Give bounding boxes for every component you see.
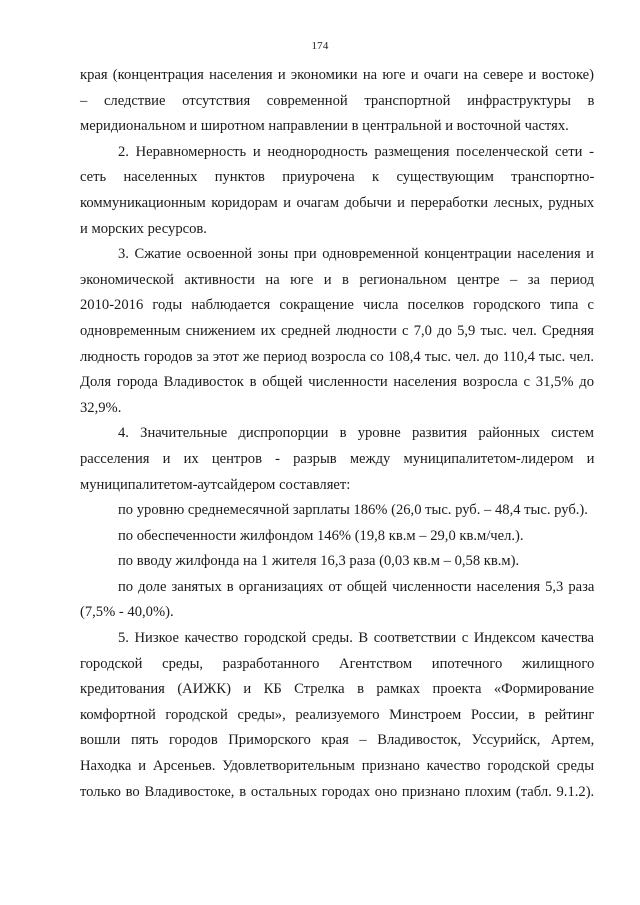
text-line: городской среды, разработанного Агентством ипотечного жилищного — [80, 655, 595, 672]
text-line: экономической активности на юге и в региональном центре – за период — [80, 271, 595, 288]
text-line: Доля города Владивосток в общей численности населения возросла с 31,5% до — [80, 374, 594, 391]
body-text — [80, 63, 594, 805]
text-line: 2. Неравномерность и неоднородность размещения поселенческой сети - — [118, 143, 594, 160]
text-line: по уровню среднемесячной зарплаты 186% (26,0 тыс. руб. – 48,4 тыс. руб.). — [118, 502, 588, 519]
text-line: Находка и Арсеньев. Удовлетворительным признано качество городской среды — [80, 758, 594, 775]
text-line: расселения и их центров - разрыв между муниципалитетом-лидером и — [80, 450, 595, 467]
text-line: коммуникационным коридорам и очагам добычи и переработки лесных, рудных — [80, 194, 595, 211]
text-line: кредитования (АИЖК) и КБ Стрелка в рамках проекта «Формирование — [80, 681, 594, 698]
text-line: 2010-2016 годы наблюдается сокращение числа поселков городского типа с — [80, 297, 594, 314]
text-line: одновременным снижением их средней людности с 7,0 до 5,9 тыс. чел. Средняя — [80, 322, 594, 339]
text-line: 4. Значительные диспропорции в уровне развития районных систем — [118, 425, 595, 442]
text-line: комфортной городской среды», реализуемого Минстроем России, в рейтинг — [80, 706, 595, 723]
text-line: и морских ресурсов. — [80, 220, 207, 237]
text-line: только во Владивостоке, в остальных городах оно признано плохим (табл. 9.1.2). — [80, 783, 595, 800]
text-line: по вводу жилфонда на 1 жителя 16,3 раза (0,03 кв.м – 0,58 кв.м). — [118, 553, 520, 570]
page-number: 174 — [311, 40, 329, 52]
text-line: вошли пять городов Приморского края – Владивосток, Уссурийск, Артем, — [80, 732, 595, 749]
text-line: муниципалитетом-аутсайдером составляет: — [80, 476, 351, 493]
text-line: 5. Низкое качество городской среды. В соответствии с Индексом качества — [118, 630, 594, 647]
text-line: края (концентрация населения и экономики на юге и очаги на севере и востоке) — [80, 67, 595, 83]
text-line: 3. Сжатие освоенной зоны при одновременной концентрации населения и — [118, 246, 594, 263]
text-line: меридиональном и широтном направлении в центральной и восточной частях. — [80, 118, 569, 135]
text-line: (7,5% - 40,0%). — [80, 604, 174, 621]
text-line: сеть населенных пунктов приурочена к существующим транспортно- — [80, 169, 595, 186]
text-line: 32,9%. — [80, 399, 122, 416]
text-line: по доле занятых в организациях от общей численности населения 5,3 раза — [118, 578, 595, 595]
text-line: – следствие отсутствия современной транспортной инфраструктуры в — [80, 92, 595, 109]
text-line: людность городов за этот же период возросла со 108,4 тыс. чел. до 110,4 тыс. чел. — [80, 348, 594, 365]
text-line: по обеспеченности жилфондом 146% (19,8 кв.м – 29,0 кв.м/чел.). — [118, 527, 524, 544]
